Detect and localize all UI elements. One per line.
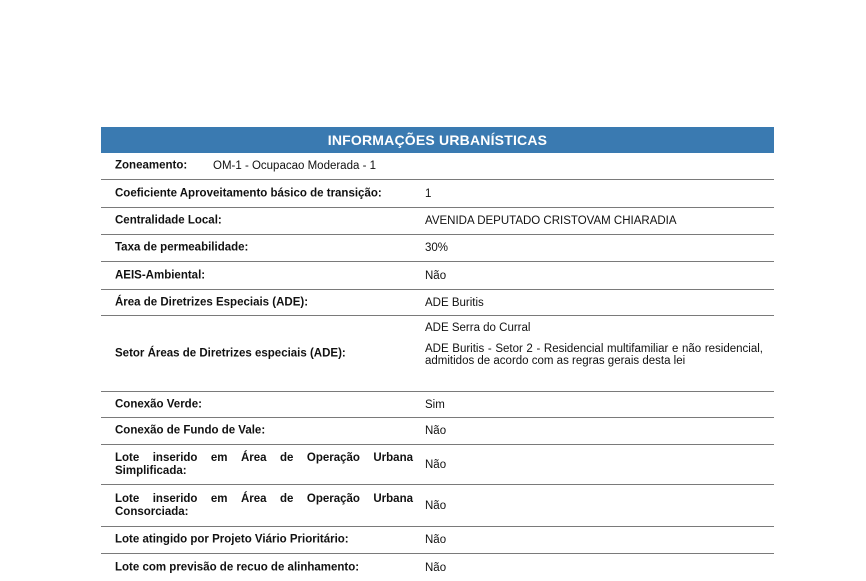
row-value: Não <box>425 499 447 512</box>
row-value: Sim <box>425 398 445 411</box>
row-label: Lote atingido por Projeto Viário Prioritário: <box>115 533 349 546</box>
row-value: Não <box>425 269 447 282</box>
row-centralidade <box>101 208 774 235</box>
row-value: 30% <box>425 242 449 254</box>
row-value: Não <box>425 425 447 437</box>
row-label: Lote inserido em Área de Operação Urbana Consorciada: <box>115 492 413 518</box>
row-conexao-fundo-vale <box>101 418 774 445</box>
row-value: ADE Buritis <box>425 296 484 309</box>
row-value: Não <box>425 458 447 471</box>
row-label: Taxa de permeabilidade: <box>115 241 249 254</box>
row-value: OM-1 - Ocupacao Moderada - 1 <box>213 160 376 172</box>
row-label: Lote inserido em Área de Operação Urbana Simplificada: <box>115 451 413 477</box>
row-label: Zoneamento: <box>115 159 188 172</box>
urban-info-table <box>101 127 774 581</box>
row-zoneamento <box>101 153 774 180</box>
row-conexao-verde <box>101 392 774 418</box>
row-coeficiente <box>101 180 774 208</box>
row-projeto-viario <box>101 527 774 554</box>
row-taxa-permeabilidade <box>101 235 774 262</box>
row-value-line: ADE Serra do Curral <box>425 322 531 334</box>
row-value: 1 <box>425 187 432 200</box>
row-value-line: ADE Buritis - Setor 2 - Residencial multifamiliar e não residencial, admitidos de acordo com as regras gerais desta lei <box>425 343 763 367</box>
row-ade <box>101 290 774 316</box>
row-label: Coeficiente Aproveitamento básico de transição: <box>115 187 382 199</box>
row-aeis-ambiental <box>101 262 774 290</box>
row-label: Área de Diretrizes Especiais (ADE): <box>115 296 309 308</box>
row-value <box>425 322 763 367</box>
row-value: Não <box>425 534 447 546</box>
row-value: Não <box>425 561 447 574</box>
row-label: Lote com previsão de recuo de alinhamento: <box>115 561 360 573</box>
row-operacao-simplificada <box>101 445 774 485</box>
row-label: Centralidade Local: <box>115 214 222 227</box>
row-label: Setor Áreas de Diretrizes especiais (ADE): <box>115 347 346 359</box>
row-label: Conexão de Fundo de Vale: <box>115 424 266 437</box>
row-label: Conexão Verde: <box>115 398 202 410</box>
row-label: AEIS-Ambiental: <box>115 269 206 281</box>
row-setor-ade <box>101 316 774 392</box>
row-recuo-alinhamento <box>101 554 774 581</box>
row-value: AVENIDA DEPUTADO CRISTOVAM CHIARADIA <box>425 215 677 227</box>
table-title: INFORMAÇÕES URBANÍSTICAS <box>101 127 774 153</box>
row-operacao-consorciada <box>101 485 774 527</box>
